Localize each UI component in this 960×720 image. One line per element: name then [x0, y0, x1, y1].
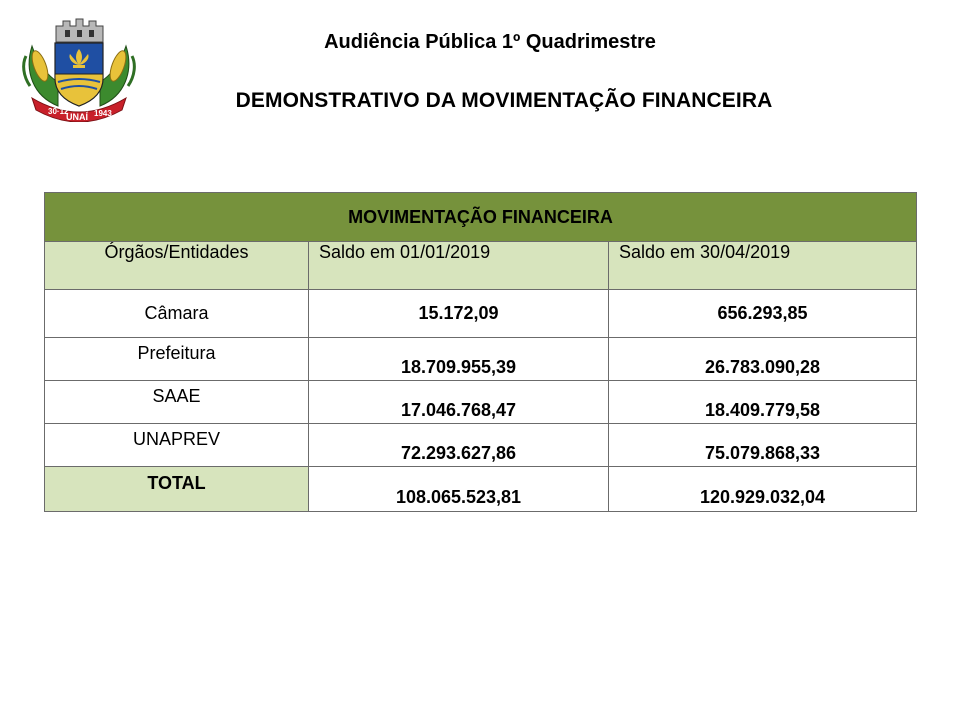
initial-balance-cell — [309, 424, 609, 467]
initial-balance-value: 17.046.768,47 — [400, 399, 517, 420]
total-initial-balance-value: 108.065.523,81 — [395, 486, 522, 507]
table-row — [45, 424, 917, 467]
initial-balance-value: 18.709.955,39 — [400, 356, 517, 377]
entity-label: UNAPREV — [132, 428, 221, 449]
final-balance-value: 26.783.090,28 — [704, 356, 821, 377]
table-heading-row — [45, 193, 917, 242]
total-final-balance-cell — [609, 467, 917, 512]
final-balance-cell — [609, 338, 917, 381]
total-final-balance-value: 120.929.032,04 — [699, 486, 826, 507]
initial-balance-value: 72.293.627,86 — [400, 442, 517, 463]
entity-label: Prefeitura — [137, 342, 216, 363]
crest-city-text: UNAÍ — [66, 112, 88, 122]
table-row — [45, 290, 917, 338]
final-balance-cell: 656.293,85 — [609, 290, 917, 338]
crest-year-text: 1943 — [94, 109, 112, 118]
column-header-initial-balance: Saldo em 01/01/2019 — [309, 242, 609, 290]
municipal-crest-logo — [18, 16, 140, 122]
table-heading: MOVIMENTAÇÃO FINANCEIRA — [45, 193, 917, 242]
entity-cell — [45, 338, 309, 381]
table-row — [45, 338, 917, 381]
initial-balance-cell — [309, 338, 609, 381]
initial-balance-cell — [309, 381, 609, 424]
entity-cell — [45, 424, 309, 467]
column-header-final-balance: Saldo em 30/04/2019 — [609, 242, 917, 290]
total-label: TOTAL — [147, 472, 206, 493]
entity-cell: Câmara — [45, 290, 309, 338]
final-balance-cell — [609, 424, 917, 467]
entity-cell — [45, 381, 309, 424]
total-initial-balance-cell — [309, 467, 609, 512]
financial-movement-table — [44, 192, 917, 512]
total-label-cell — [45, 467, 309, 512]
column-header-row — [45, 242, 917, 290]
initial-balance-cell: 15.172,09 — [309, 290, 609, 338]
final-balance-value: 18.409.779,58 — [704, 399, 821, 420]
crest-date-text: 30·12 — [48, 107, 69, 116]
column-header-entity: Órgãos/Entidades — [45, 242, 309, 290]
final-balance-value: 75.079.868,33 — [704, 442, 821, 463]
final-balance-cell — [609, 381, 917, 424]
total-row — [45, 467, 917, 512]
table-row — [45, 381, 917, 424]
entity-label: SAAE — [152, 385, 201, 406]
page-subtitle: DEMONSTRATIVO DA MOVIMENTAÇÃO FINANCEIRA — [235, 89, 773, 112]
page-title: Audiência Pública 1º Quadrimestre — [324, 31, 656, 53]
